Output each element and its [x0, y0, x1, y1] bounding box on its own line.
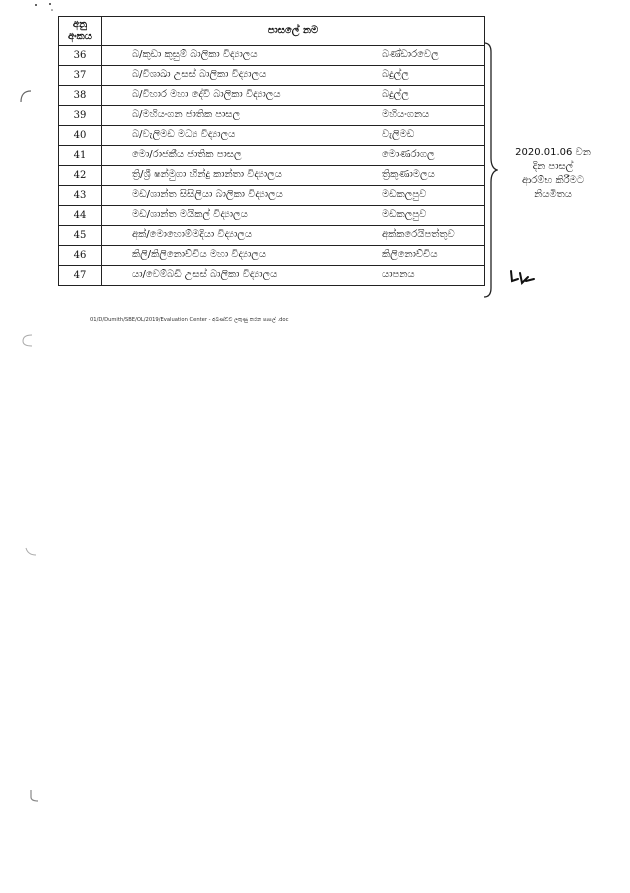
school-city: බදුල්ල	[382, 89, 409, 100]
school-name: කිලි/කිලිනොච්චිය මහා විද්‍යාලය	[132, 249, 267, 260]
school-cell	[102, 106, 485, 126]
school-cell	[102, 146, 485, 166]
row-number: 45	[59, 226, 102, 246]
school-cell	[102, 246, 485, 266]
note-line-3: ආරම්භ කිරීමට	[521, 175, 585, 186]
school-name: බ/විශාඛා උසස් බාලිකා විද්‍යාලය	[132, 69, 267, 80]
school-name: බ/කුඩා කුසුම් බාලිකා විද්‍යාලය	[132, 49, 258, 60]
table-body	[59, 46, 485, 286]
row-number: 37	[59, 66, 102, 86]
school-cell	[102, 166, 485, 186]
school-city: බණ්ඩාරවෙල	[382, 49, 439, 60]
row-number: 47	[59, 266, 102, 286]
row-number: 43	[59, 186, 102, 206]
school-city: මොණරාගල	[382, 149, 435, 160]
document-footer: 01/D/Dumith/SBE/OL/2019/Evaluation Center - අඛණ්ඩව ලකුණු කරන පාසල් .doc	[90, 317, 289, 323]
schools-table	[58, 16, 485, 286]
school-name: බ/විහාර මහා දේවි බාලිකා විද්‍යාලය	[132, 89, 281, 100]
header-school-name: පාසලේ නම	[102, 17, 485, 46]
note-line-1: 2020.01.06 වන	[515, 147, 591, 158]
row-number: 44	[59, 206, 102, 226]
punch-hole-mark-2	[20, 332, 36, 348]
table-row	[59, 106, 485, 126]
school-cell	[102, 226, 485, 246]
row-number: 42	[59, 166, 102, 186]
school-name: මඩ/ශාන්ත මයිකල් විද්‍යාලය	[132, 209, 248, 220]
row-number: 41	[59, 146, 102, 166]
table-row	[59, 46, 485, 66]
table-header-row	[59, 17, 485, 46]
scan-mark-3	[24, 546, 38, 558]
school-city: බදුල්ල	[382, 69, 409, 80]
opening-date-note	[494, 146, 612, 202]
school-name: මඩ/ශාන්ත සිසිලියා බාලිකා විද්‍යාලය	[132, 189, 283, 200]
school-city: මඩකලපුව	[382, 189, 427, 200]
school-cell	[102, 86, 485, 106]
header-number: අනු අංකය	[59, 17, 102, 46]
punch-hole-mark-1	[18, 88, 34, 104]
school-city: කිලිනොච්චිය	[382, 249, 438, 260]
table-row	[59, 206, 485, 226]
table-row	[59, 166, 485, 186]
school-name: ත්‍රි/ශ්‍රී ෂන්මුගා හින්දු කාන්තා විද්‍යාලය	[132, 169, 282, 180]
handwritten-mark	[508, 267, 538, 289]
row-number: 46	[59, 246, 102, 266]
table-row	[59, 266, 485, 286]
table-row	[59, 66, 485, 86]
scan-dots-top	[30, 0, 70, 14]
row-number: 38	[59, 86, 102, 106]
row-number: 40	[59, 126, 102, 146]
table-row	[59, 186, 485, 206]
note-line-4: නියමිතය	[534, 189, 572, 200]
school-cell	[102, 206, 485, 226]
table-row	[59, 226, 485, 246]
scan-mark-4	[28, 788, 44, 804]
school-cell	[102, 66, 485, 86]
school-cell	[102, 186, 485, 206]
school-cell	[102, 126, 485, 146]
school-cell	[102, 266, 485, 286]
school-city: මඩකලපුව	[382, 209, 427, 220]
school-name: බ/මහියංගන ජාතික පාසල	[132, 109, 241, 120]
table-row	[59, 146, 485, 166]
school-city: ත්‍රිකුණාමලය	[382, 169, 435, 180]
school-name: අක්/මොහොම්මදියා විද්‍යාලය	[132, 229, 253, 240]
table-row	[59, 86, 485, 106]
row-number: 39	[59, 106, 102, 126]
school-name: යා/වෙම්බඩි උසස් බාලිකා විද්‍යාලය	[132, 269, 278, 280]
school-name: බ/වැලිමඩ මධ්‍ය විද්‍යාලය	[132, 129, 236, 140]
school-city: යාපනය	[382, 269, 415, 280]
school-city: මහියංගනය	[382, 109, 430, 120]
school-city: වැලිමඩ	[382, 129, 415, 140]
school-cell	[102, 46, 485, 66]
note-line-2: දින පාසල්	[532, 161, 574, 172]
table-row	[59, 246, 485, 266]
row-number: 36	[59, 46, 102, 66]
table-row	[59, 126, 485, 146]
school-name: මො/රාජකීය ජාතික පාසල	[132, 149, 242, 160]
school-city: අක්කරෙයිපත්තුව	[382, 229, 455, 240]
